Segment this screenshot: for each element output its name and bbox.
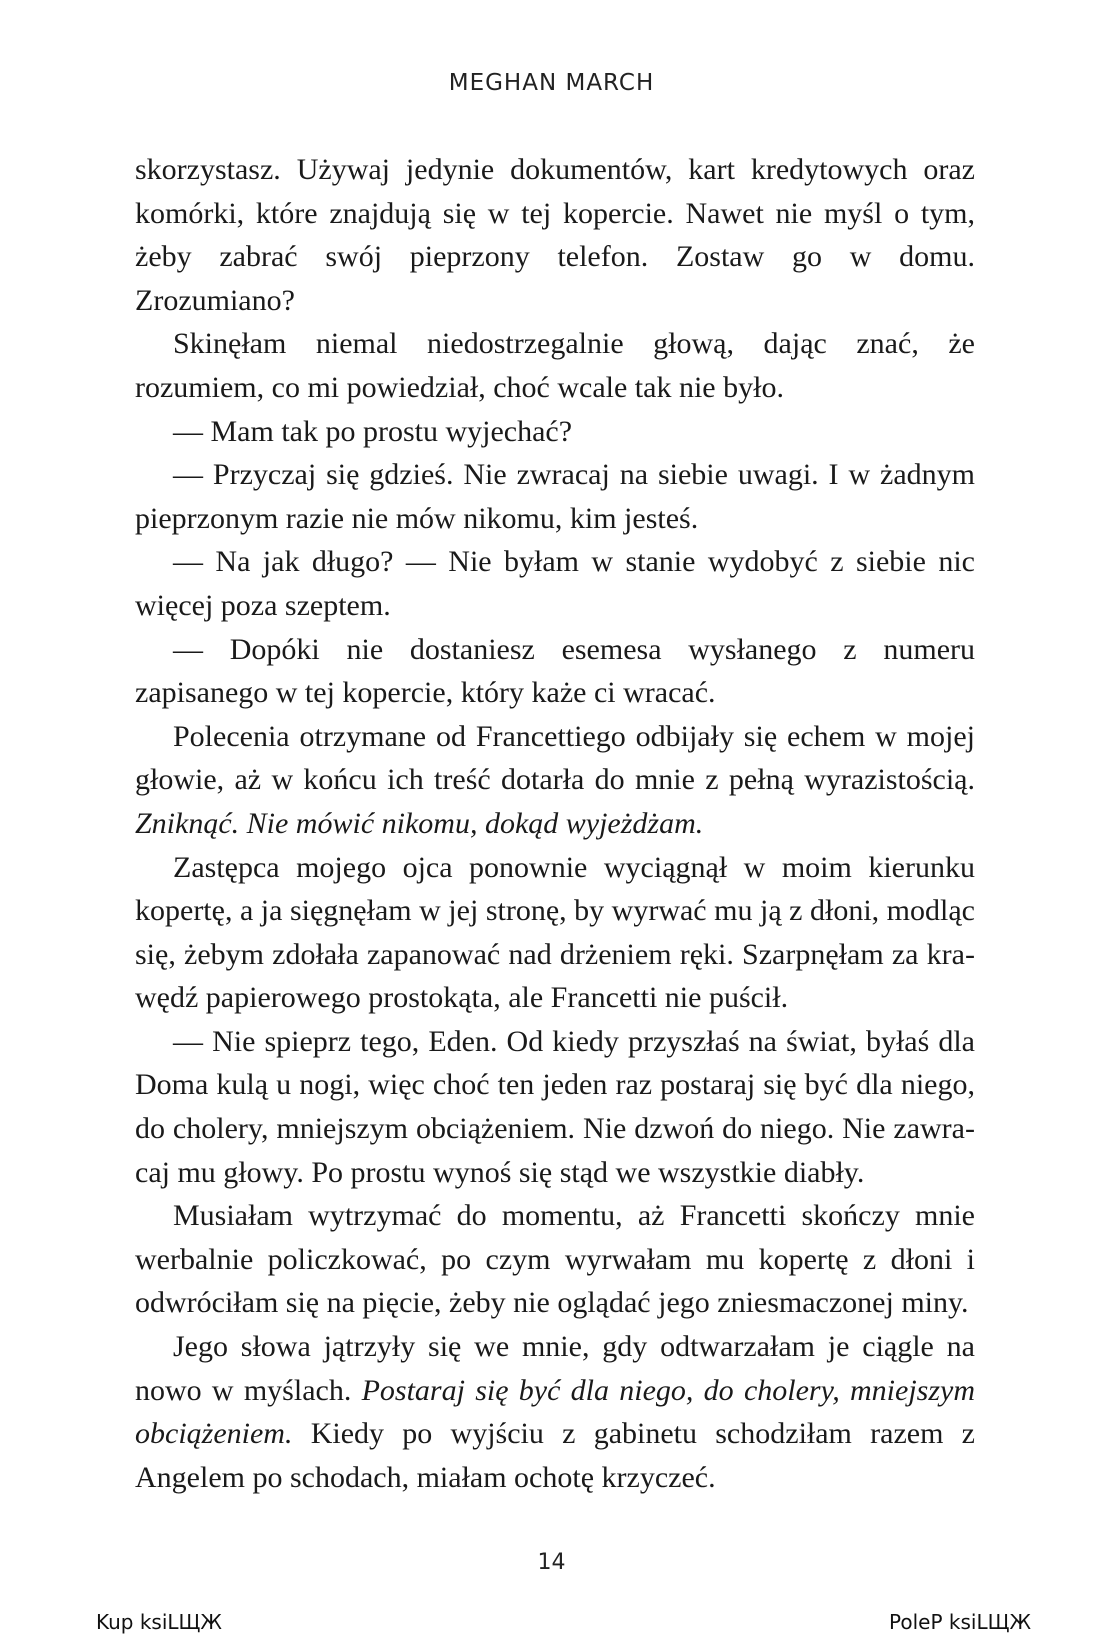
paragraph	[135, 453, 975, 540]
paragraph-text: Zastępca mojego ojca ponownie wyciągnął w moim kierunku kopertę, a ja sięgnęłam w jej stronę, by wyrwać mu ją z dłoni, modląc się, żebym zdołała zapanować nad drżeniem ręki. Szarpnęłam za krawędź papierowego prostokąta, ale Francetti nie puścił.	[135, 850, 975, 1015]
body-text	[135, 148, 975, 1499]
paragraph-text: Skinęłam niemal niedostrzegalnie głową, dając znać, że rozumiem, co mi powiedział, choć wcale tak nie było.	[135, 327, 975, 404]
paragraph	[135, 1194, 975, 1325]
italic-text: Zniknąć. Nie mówić nikomu, dokąd wyjeżdżam.	[135, 806, 704, 840]
paragraph-text: Jego słowa jątrzyły się we mnie, gdy odtwarzałam je ciągle na nowo w myślach.	[135, 1330, 975, 1407]
paragraph	[135, 540, 975, 627]
paragraph	[135, 322, 975, 409]
recommend-book-link[interactable]: PoleP ksiLЩЖ	[889, 1610, 1031, 1634]
paragraph-text: — Nie spieprz tego, Eden. Od kiedy przyszłaś na świat, byłaś dla Doma kulą u nogi, więc choć ten jeden raz postaraj się być dla niego, do cholery, mniejszym obciążeniem. Nie dzwoń do niego. Nie zawracaj mu głowy. Po prostu wynoś się stąd we wszystkie diabły.	[135, 1024, 975, 1189]
paragraph-text: Musiałam wytrzymać do momentu, aż Francetti skończy mnie werbalnie policzkować, po czym wyrwałam mu kopertę z dłoni i odwróciłam się na pięcie, żeby nie oglądać jego zniesmaczonej miny.	[135, 1199, 975, 1320]
paragraph-text: — Przyczaj się gdzieś. Nie zwracaj na siebie uwagi. I w żadnym pieprzonym razie nie mów nikomu, kim jesteś.	[135, 458, 975, 535]
paragraph-text: Kiedy po wyjściu z gabinetu schodziłam razem z Angelem po schodach, miałam ochotę krzyczeć.	[135, 1417, 975, 1494]
paragraph-text: — Na jak długo? — Nie byłam w stanie wydobyć z siebie nic więcej poza szeptem.	[135, 545, 975, 622]
buy-book-link[interactable]: Kup ksiLЩЖ	[96, 1610, 222, 1634]
paragraph-text: skorzystasz. Używaj jedynie dokumentów, kart kredytowych oraz komórki, które znajdują się w tej kopercie. Nawet nie myśl o tym, żeby zabrać swój pieprzony telefon. Zostaw go w domu. Zrozumiano?	[135, 153, 975, 317]
paragraph	[135, 1325, 975, 1499]
paragraph-text: — Dopóki nie dostaniesz esemesa wysłanego z numeru zapisanego w tej kopercie, który każe ci wracać.	[135, 632, 975, 710]
running-head-author: MEGHAN MARCH	[448, 70, 655, 96]
paragraph	[135, 715, 975, 846]
italic-text: Postaraj się być dla niego, do cholery, mniejszym obciążeniem.	[135, 1373, 975, 1451]
paragraph	[135, 1020, 975, 1194]
paragraph-text: Polecenia otrzymane od Francettiego odbijały się echem w mojej głowie, aż w końcu ich treść dotarła do mnie z pełną wyrazistością.	[135, 719, 975, 797]
paragraph-text: — Mam tak po prostu wyjechać?	[173, 414, 573, 448]
page-number: 14	[537, 1550, 566, 1575]
paragraph	[135, 148, 975, 322]
paragraph	[135, 410, 975, 454]
paragraph	[135, 628, 975, 715]
paragraph	[135, 846, 975, 1020]
